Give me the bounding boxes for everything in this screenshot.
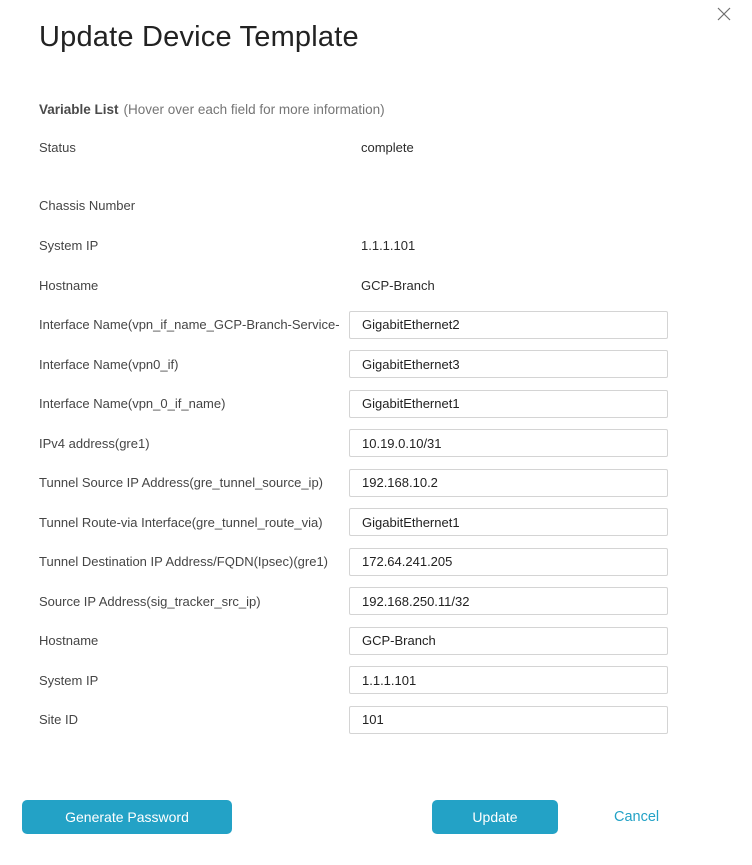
variable-label: Hostname [39, 633, 99, 649]
variable-list-header [39, 102, 385, 117]
variable-input[interactable] [349, 508, 668, 536]
variable-row [39, 503, 668, 543]
cancel-link[interactable]: Cancel [614, 800, 659, 834]
generate-password-button[interactable]: Generate Password [22, 800, 232, 834]
close-icon [717, 7, 731, 21]
variable-input[interactable] [349, 706, 668, 734]
variable-label: Chassis Number [39, 197, 136, 213]
variable-input[interactable] [349, 311, 668, 339]
variable-row [39, 621, 668, 661]
variable-label: Interface Name(vpn_if_name_GCP-Branch-Service- [39, 317, 340, 333]
variable-list-heading: Variable List [39, 102, 119, 117]
variable-label: Status [39, 139, 76, 155]
variable-label: Interface Name(vpn0_if) [39, 356, 179, 372]
variable-list-hint: (Hover over each field for more information) [123, 102, 385, 117]
page-title: Update Device Template [39, 21, 359, 53]
variable-label: Tunnel Destination IP Address/FQDN(Ipsec)(gre1) [39, 554, 329, 570]
variable-value: 1.1.1.101 [361, 237, 416, 253]
variable-row [39, 700, 668, 740]
variable-label: Source IP Address(sig_tracker_src_ip) [39, 593, 261, 609]
variable-row [39, 463, 668, 503]
variable-row [39, 582, 668, 622]
variable-label: Tunnel Source IP Address(gre_tunnel_source_ip) [39, 475, 324, 491]
variable-input[interactable] [349, 548, 668, 576]
variable-input[interactable] [349, 627, 668, 655]
variable-input[interactable] [349, 429, 668, 457]
variable-label: Tunnel Route-via Interface(gre_tunnel_route_via) [39, 514, 323, 530]
variable-input[interactable] [349, 587, 668, 615]
variable-row [39, 661, 668, 701]
variable-label: System IP [39, 672, 99, 688]
variable-input[interactable] [349, 390, 668, 418]
dialog-footer [0, 800, 752, 834]
variable-label: System IP [39, 237, 99, 253]
variable-input[interactable] [349, 469, 668, 497]
variable-row [39, 542, 668, 582]
variable-label: Hostname [39, 277, 99, 293]
variable-row [39, 265, 668, 305]
variable-row [39, 225, 668, 265]
update-button[interactable]: Update [432, 800, 558, 834]
variable-label: Interface Name(vpn_0_if_name) [39, 396, 226, 412]
variable-value: complete [361, 139, 414, 155]
variable-label: Site ID [39, 712, 79, 728]
variable-row [39, 305, 668, 345]
variable-row [39, 345, 668, 385]
variable-row [39, 424, 668, 464]
close-button[interactable] [715, 5, 733, 23]
variable-input[interactable] [349, 666, 668, 694]
variable-value: GCP-Branch [361, 277, 435, 293]
variable-row [39, 127, 668, 167]
variable-rows [39, 127, 668, 740]
variable-row [39, 185, 668, 225]
variable-row [39, 384, 668, 424]
variable-label: IPv4 address(gre1) [39, 435, 150, 451]
variable-input[interactable] [349, 350, 668, 378]
